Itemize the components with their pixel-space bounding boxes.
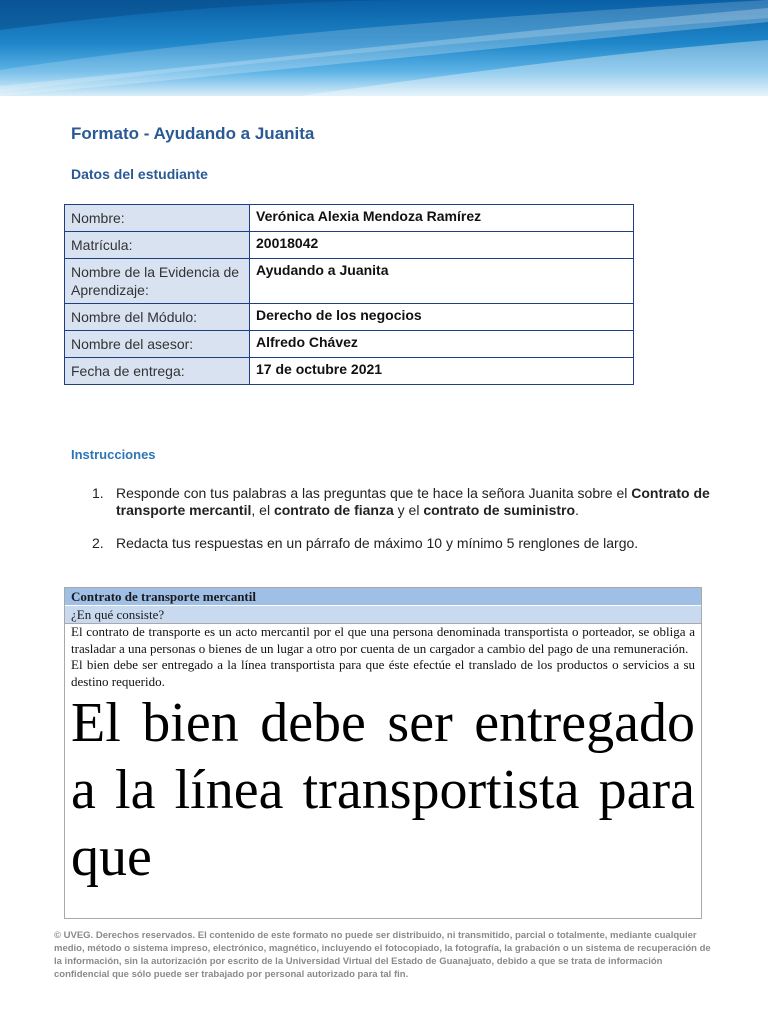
instruction-emphasis: Contrato de transporte mercantil (116, 485, 710, 518)
table-row (65, 205, 634, 232)
instruction-text: Redacta tus respuestas en un párrafo de máximo 10 y mínimo 5 renglones de largo. (116, 535, 639, 551)
table-row (65, 304, 634, 331)
instruction-text: y el (393, 502, 424, 518)
answer-box (64, 587, 702, 919)
label-evidence-name: Nombre de la Evidencia de Aprendizaje: (65, 259, 250, 304)
list-item (92, 485, 712, 519)
list-number: 1. (92, 485, 104, 501)
instruction-emphasis: contrato de suministro (423, 502, 576, 518)
table-row (65, 331, 634, 358)
answer-paragraph: El bien debe ser entregado a la línea transportista para que éste efectúe el translado de los productos o servicios a su destino requerido. (71, 657, 695, 689)
instructions-list (92, 485, 712, 568)
label-advisor-name: Nombre del asesor: (65, 331, 250, 358)
instructions-heading: Instrucciones (71, 447, 156, 462)
instruction-emphasis: contrato de fianza (273, 502, 394, 518)
section-heading-student-data: Datos del estudiante (71, 166, 208, 182)
label-name: Nombre: (65, 205, 250, 232)
table-row (65, 232, 634, 259)
value-advisor-name: Alfredo Chávez (250, 331, 634, 358)
table-row (65, 259, 634, 304)
value-module-name: Derecho de los negocios (250, 304, 634, 331)
label-module-name: Nombre del Módulo: (65, 304, 250, 331)
answer-paragraph: El contrato de transporte es un acto mercantil por el que una persona denominada transportista o porteador, se obliga a trasladar a una personas o bienes de un lugar a otro por cuenta de un cargador a cambio del pago de una remuneración. (71, 624, 695, 656)
answer-box-header: Contrato de transporte mercantil (65, 588, 701, 606)
instruction-text: Responde con tus palabras a las preguntas que te hace la señora Juanita sobre el (116, 485, 632, 501)
value-enrollment: 20018042 (250, 232, 634, 259)
label-enrollment: Matrícula: (65, 232, 250, 259)
copyright-footer: © UVEG. Derechos reservados. El contenido de este formato no puede ser distribuido, ni transmitido, parcial o totalmente, mediante cualquier medio, método o sistema impreso, electrónico, magnético, incluyendo el fotocopiado, la fotografía, la grabación o un sistema de recuperación de la información, sin la autorización por escrito de la Universidad Virtual del Estado de Guanajuato, debido a que se trata de información confidencial que sólo puede ser trabajado por personal autorizado para tal fin. (54, 930, 711, 980)
answer-box-question: ¿En qué consiste? (65, 606, 701, 624)
banner-swoosh-graphic (0, 0, 768, 96)
list-item (92, 535, 712, 552)
list-number: 2. (92, 535, 104, 551)
instruction-text: . (575, 502, 579, 518)
header-banner (0, 0, 768, 96)
document-title: Formato - Ayudando a Juanita (71, 124, 315, 143)
value-name: Verónica Alexia Mendoza Ramírez (250, 205, 634, 232)
value-evidence-name: Ayudando a Juanita (250, 259, 634, 304)
label-delivery-date: Fecha de entrega: (65, 358, 250, 385)
instruction-text: , el (251, 502, 274, 518)
table-row (65, 358, 634, 385)
answer-large-text: El bien debe ser entregado a la línea transportista para que (71, 692, 695, 888)
value-delivery-date: 17 de octubre 2021 (250, 358, 634, 385)
student-data-table (64, 204, 634, 385)
